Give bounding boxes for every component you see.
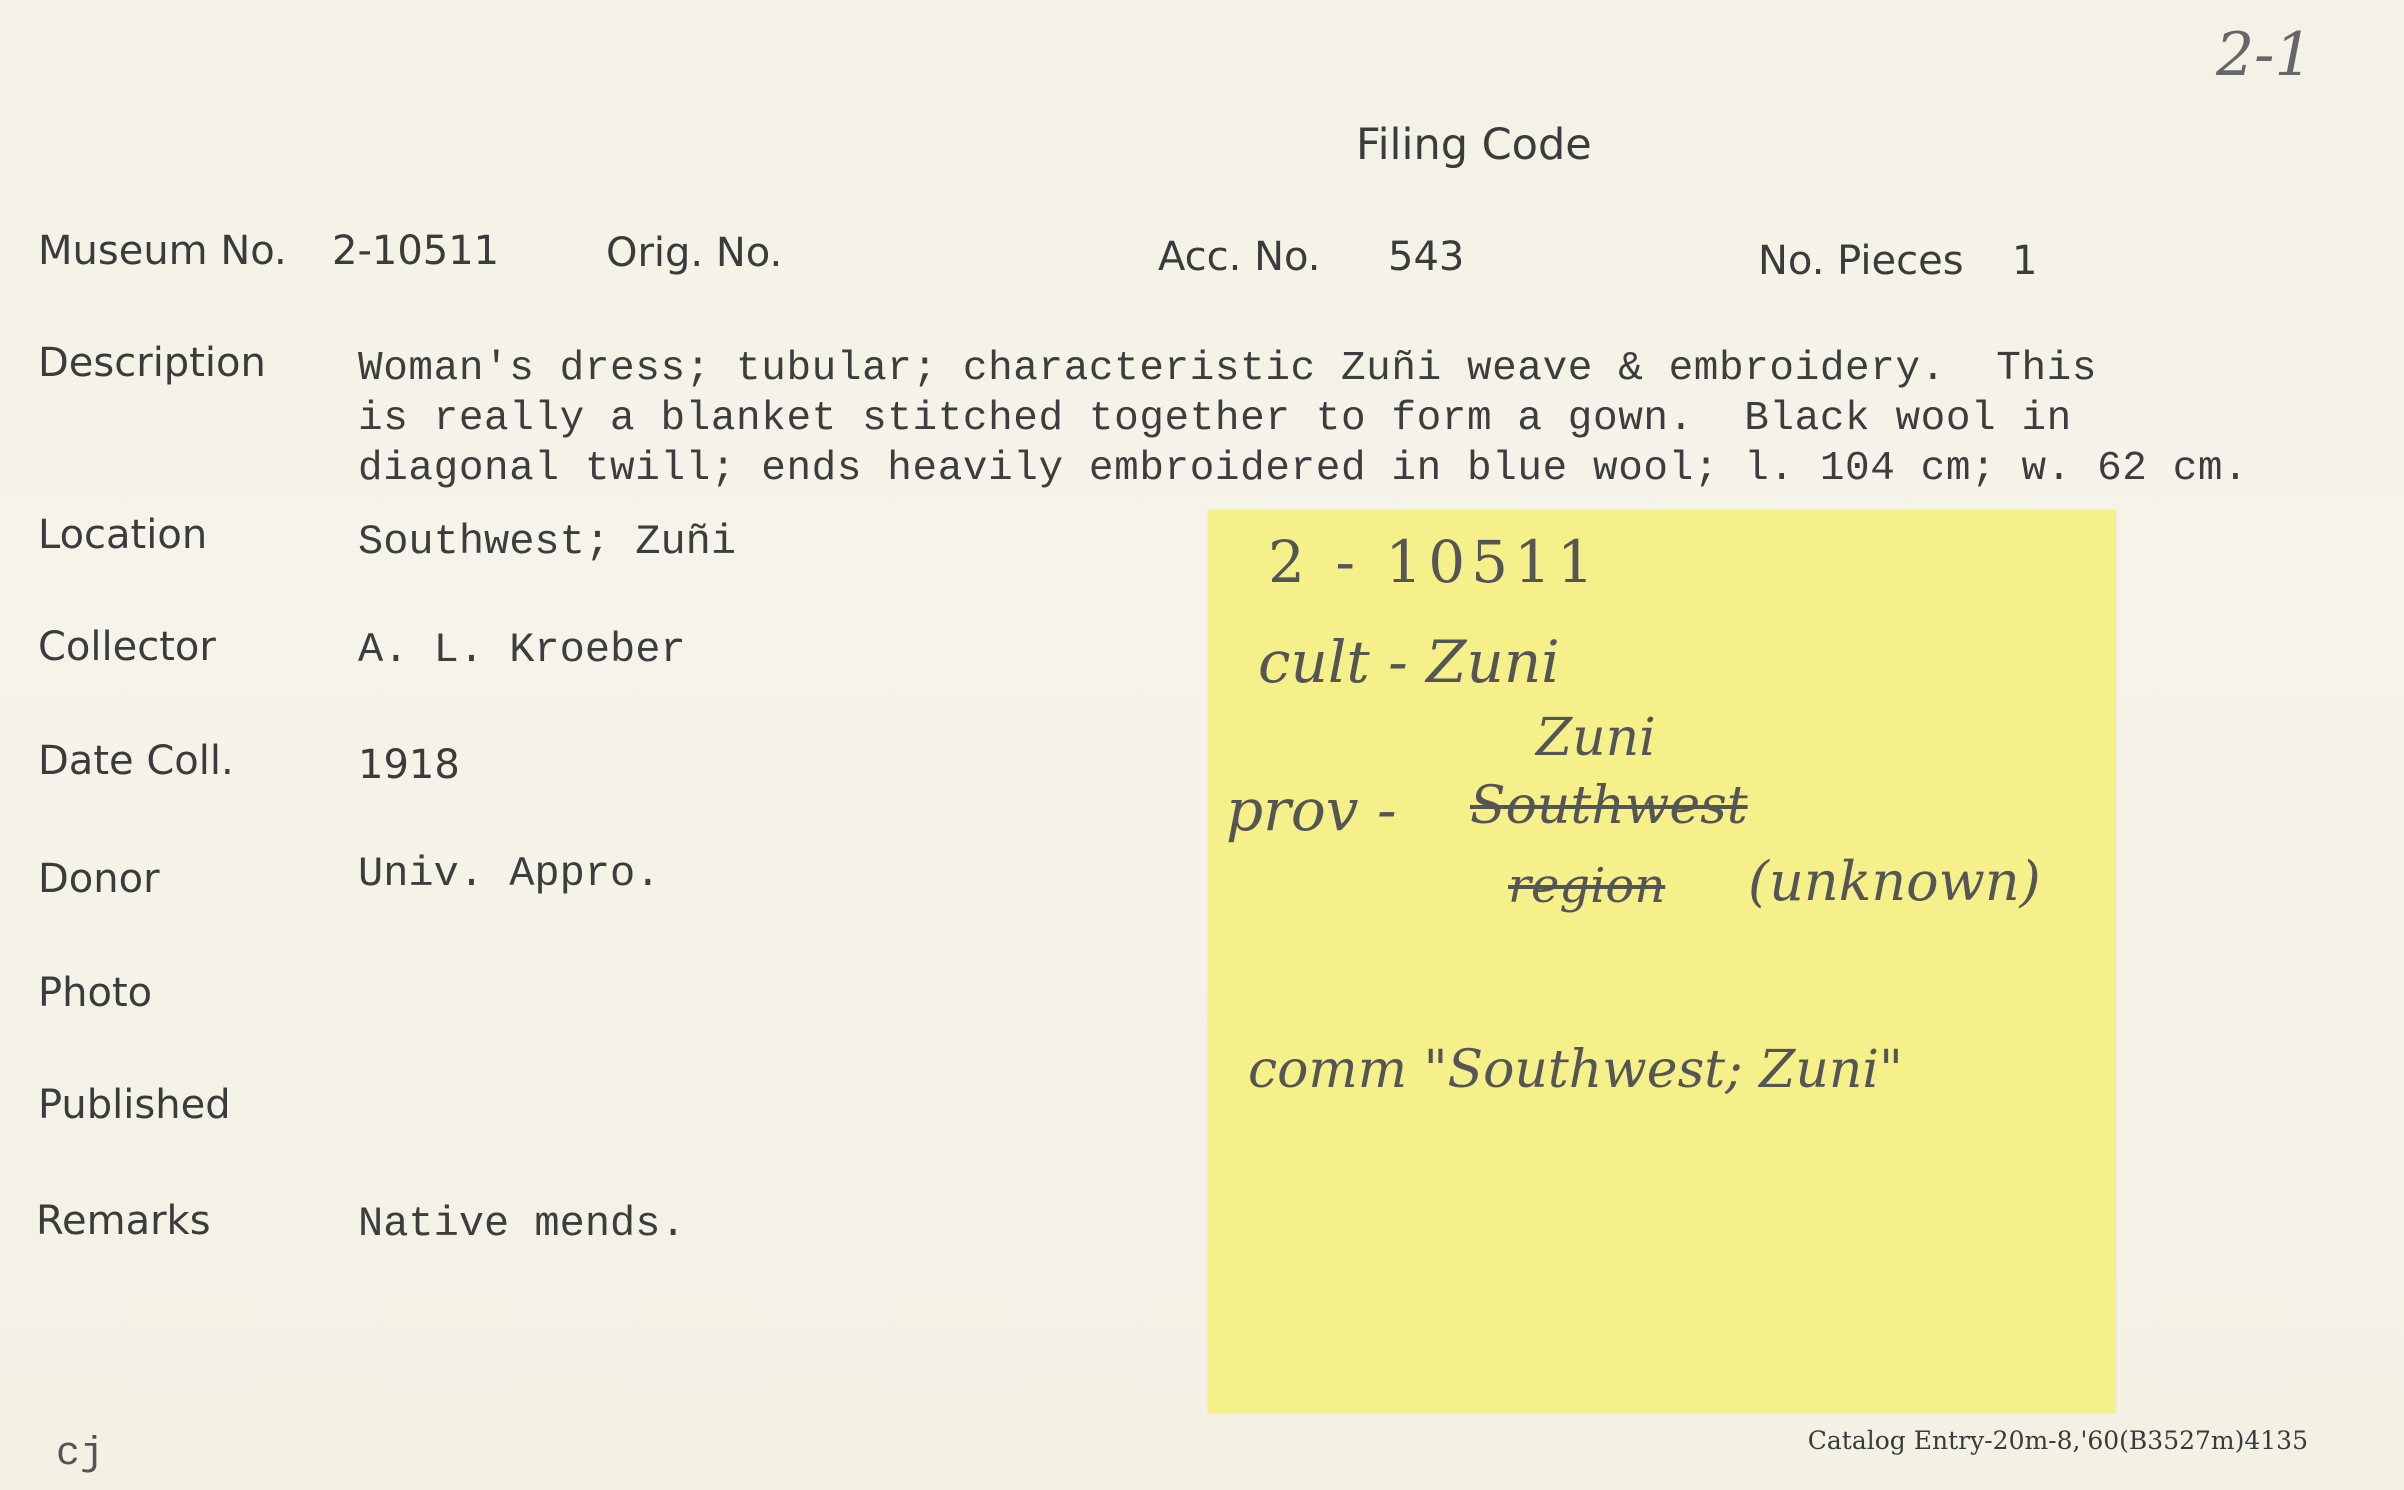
remarks-label: Remarks <box>36 1198 211 1244</box>
remarks-value: Native mends. <box>358 1200 686 1248</box>
sticky-cult: cult - Zuni <box>1258 628 1560 696</box>
collector-value: A. L. Kroeber <box>358 626 686 674</box>
collector-label: Collector <box>38 624 216 670</box>
donor-value: Univ. Appro. <box>358 850 661 898</box>
orig-no-label: Orig. No. <box>606 230 783 276</box>
sticky-prov-prefix: prov - <box>1226 776 1397 844</box>
museum-no-label: Museum No. <box>38 228 287 274</box>
description-line-3: diagonal twill; ends heavily embroidered in blue wool; l. 104 cm; w. 62 cm. <box>358 446 2249 492</box>
date-value: 1918 <box>358 742 460 788</box>
acc-no-value: 543 <box>1388 234 1465 280</box>
sticky-note <box>1208 510 2116 1413</box>
sticky-region-struck: region <box>1508 858 1666 914</box>
filing-code-label: Filing Code <box>1356 120 1592 170</box>
sticky-number: 2 - 10511 <box>1268 528 1600 596</box>
location-value: Southwest; Zuñi <box>358 518 737 566</box>
sticky-comm: comm "Southwest; Zuni" <box>1248 1040 1903 1100</box>
corner-mark: 2-1 <box>2216 20 2313 90</box>
date-label: Date Coll. <box>38 738 234 784</box>
location-label: Location <box>38 512 208 558</box>
pieces-value: 1 <box>2012 238 2038 284</box>
pieces-label: No. Pieces <box>1758 238 1964 284</box>
museum-no-value: 2-10511 <box>332 228 500 274</box>
catalog-footer: Catalog Entry-20m-8,'60(B3527m)4135 <box>1807 1426 2308 1455</box>
donor-label: Donor <box>38 856 160 902</box>
initials: cj <box>56 1432 105 1477</box>
description-line-2: is really a blanket stitched together to form a gown. Black wool in <box>358 396 2072 442</box>
sticky-unknown: (unknown) <box>1748 850 2041 913</box>
published-label: Published <box>38 1082 231 1128</box>
acc-no-label: Acc. No. <box>1158 234 1321 280</box>
photo-label: Photo <box>38 970 153 1016</box>
sticky-prov-struck: Southwest <box>1470 776 1748 836</box>
description-label: Description <box>38 340 266 386</box>
description-line-1: Woman's dress; tubular; characteristic Zuñi weave & embroidery. This <box>358 346 2098 392</box>
sticky-prov-insert: Zuni <box>1536 708 1656 768</box>
